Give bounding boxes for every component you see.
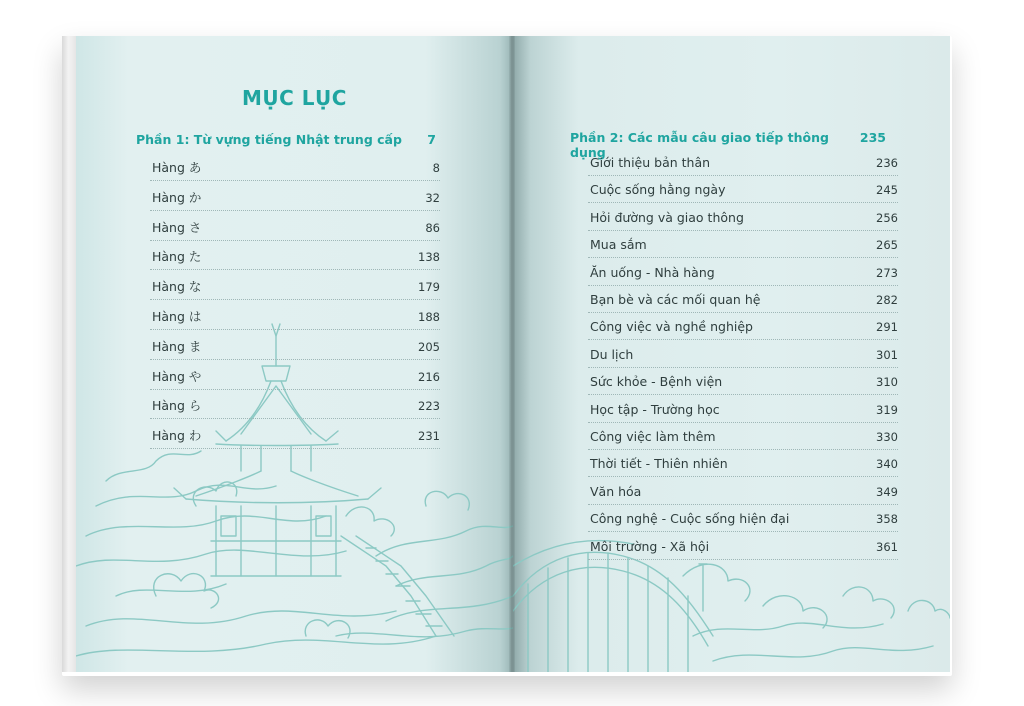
part2-heading-page: 235 [859,130,886,145]
toc-entry-page: 301 [876,347,898,362]
toc-entry-label: Hàng さ [152,219,202,235]
toc-entry-label: Văn hóa [590,483,642,499]
toc-entry [150,155,440,181]
toc-entry-page: 205 [418,339,440,354]
toc-entry-page: 231 [418,429,440,444]
toc-entry-label: Mua sắm [590,237,647,253]
toc-entry-label: Công việc làm thêm [590,429,716,444]
toc-entry-page: 179 [418,280,440,295]
part1-heading-page: 7 [427,132,436,147]
toc-entry [588,205,898,231]
toc-entry-label: Công việc và nghề nghiệp [590,319,753,335]
toc-entry [150,244,440,270]
toc-entry-label: Sức khỏe - Bệnh viện [590,374,723,390]
toc-entry [150,215,440,241]
toc-entry-page: 86 [425,220,440,235]
toc-entry [588,260,898,286]
toc-entry [588,177,898,203]
toc-entry-page: 273 [876,265,898,280]
toc-entry-label: Công nghệ - Cuộc sống hiện đại [590,511,790,527]
toc-entry-page: 349 [876,484,898,499]
toc-entry [588,424,898,450]
toc-entry-label: Hàng な [152,279,202,295]
toc-entry [588,397,898,423]
toc-entry-label: Hàng ら [152,398,202,414]
toc-entry-label: Thời tiết - Thiên nhiên [590,456,728,472]
toc-entry-page: 330 [876,430,898,444]
toc-entry [150,185,440,211]
toc-entry [150,393,440,419]
toc-entry-page: 8 [432,161,440,175]
toc-entry-page: 236 [876,156,898,170]
toc-entry-label: Hàng ま [152,338,202,354]
page-title: MỤC LỤC [242,86,347,110]
toc-entry [588,287,898,313]
toc-entry-page: 138 [418,250,440,265]
toc-entry-page: 310 [876,375,898,390]
toc-entry-page: 265 [876,238,898,253]
toc-entry-label: Ăn uống - Nhà hàng [590,264,715,280]
toc-entry [588,314,898,340]
toc-entry-page: 223 [418,399,440,414]
part1-heading [136,132,436,147]
toc-entry-page: 291 [876,320,898,335]
toc-entry [588,506,898,532]
toc-entry [588,150,898,176]
toc-entry [150,334,440,360]
toc-entry-label: Giới thiệu bản thân [590,155,711,170]
toc-entry-label: Hàng あ [152,160,202,175]
toc-entry [588,369,898,395]
toc-entry [150,274,440,300]
toc-entry-label: Hàng か [152,189,202,205]
toc-entry-label: Hàng た [152,249,202,265]
toc-entry-page: 245 [876,183,898,198]
toc-entry-page: 361 [876,539,898,554]
toc-entry-page: 282 [876,293,898,307]
part2-heading-label: Phần 2: Các mẫu câu giao tiếp thông dụng [570,130,829,160]
toc-entry-label: Hàng や [152,368,202,384]
toc-entry-label: Học tập - Trường học [590,401,720,417]
toc-entry [588,232,898,258]
toc-entry-label: Hàng わ [152,428,202,444]
toc-entry-label: Du lịch [590,346,634,362]
toc-entry-page: 32 [425,190,440,205]
toc-entry [588,342,898,368]
toc-entry-page: 358 [876,512,898,527]
toc-entry [150,423,440,449]
toc-entry-page: 188 [418,310,440,324]
toc-entry-label: Bạn bè và các mối quan hệ [590,292,761,307]
toc-entry-label: Hỏi đường và giao thông [590,209,744,225]
toc-entry-page: 340 [876,457,898,472]
toc-entry-label: Cuộc sống hằng ngày [590,182,726,198]
toc-entry-label: Hàng は [152,309,202,324]
part1-heading-label: Phần 1: Từ vựng tiếng Nhật trung cấp [136,132,402,147]
toc-entry [588,451,898,477]
toc-entry-page: 256 [876,210,898,225]
toc-entry-label: Môi trường - Xã hội [590,538,710,554]
toc-entry [588,479,898,505]
toc-entry [588,534,898,560]
toc-entry [150,364,440,390]
toc-entry-page: 216 [418,369,440,384]
toc-entry-page: 319 [876,402,898,417]
book-spine [509,36,515,672]
toc-entry [150,304,440,330]
